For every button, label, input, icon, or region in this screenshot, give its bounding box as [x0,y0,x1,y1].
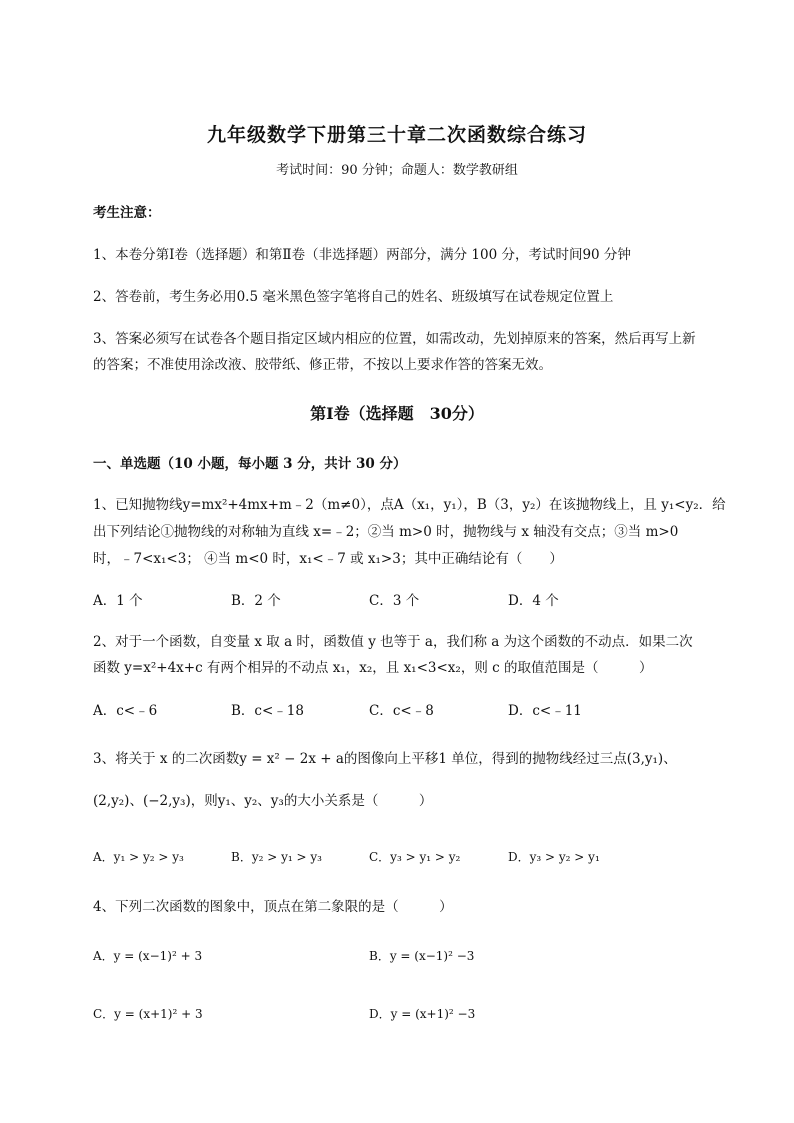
question-3-option-c: C．y₃ > y₁ > y₂ [369,850,461,864]
notice-item-3: 3、答案必须写在试卷各个题目指定区域内相应的位置，如需改动，先划掉原来的答案，然后再写上新 [93,331,696,347]
question-1-line-3: 时，﹣7<x₁<3； ④当 m<0 时，x₁<﹣7 或 x₁>3；其中正确结论有（ ） [93,551,563,567]
question-2-option-d: D．c<﹣11 [508,703,582,719]
question-4-option-d: D．y = (x+1)² −3 [369,1007,476,1021]
question-4-option-c: C．y = (x+1)² + 3 [93,1007,203,1021]
question-1-option-c: C．3 个 [369,593,420,609]
question-3-option-b: B．y₂ > y₁ > y₃ [231,850,322,864]
question-1-option-d: D．4 个 [508,593,559,609]
notice-item-3-cont: 的答案；不准使用涂改液、胶带纸、修正带，不按以上要求作答的答案无效。 [93,357,552,373]
question-2-option-a: A．c<﹣6 [93,703,158,719]
exam-info: 考试时间：90 分钟；命题人：数学教研组 [276,163,518,178]
question-3-line-2: (2,y₂)、(−2,y₃)，则y₁、y₂、y₃的大小关系是（ ） [93,793,433,809]
question-1-line-2: 出下列结论①抛物线的对称轴为直线 x=﹣2；②当 m>0 时，抛物线与 x 轴没有交点；③当 m>0 [93,524,679,540]
section-title: 第Ⅰ卷（选择题 30分） [310,404,484,423]
question-2-line-2: 函数 y=x²+4x+c 有两个相异的不动点 x₁，x₂，且 x₁<3<x₂，则 c 的取值范围是（ ） [93,660,653,676]
notice-heading: 考生注意： [93,205,161,221]
question-4-option-a: A．y = (x−1)² + 3 [93,949,203,963]
question-3-option-d: D．y₃ > y₂ > y₁ [508,850,600,864]
question-3-option-a: A．y₁ > y₂ > y₃ [93,850,184,864]
question-4-option-b: B．y = (x−1)² −3 [369,949,475,963]
question-2-line-1: 2、对于一个函数，自变量 x 取 a 时，函数值 y 也等于 a，我们称 a 为这个函数的不动点．如果二次 [93,634,693,650]
question-4-line-1: 4、下列二次函数的图象中，顶点在第二象限的是（ ） [93,899,453,915]
question-1-option-a: A．1 个 [93,593,143,609]
question-1-option-b: B．2 个 [231,593,281,609]
page-title: 九年级数学下册第三十章二次函数综合练习 [206,124,587,146]
question-1-line-1: 1、已知抛物线y=mx²+4mx+m﹣2（m≠0），点A（x₁，y₁），B（3，y₂）在该抛物线上，且 y₁<y₂．给 [93,497,726,513]
part-heading: 一、单选题（10 小题，每小题 3 分，共计 30 分） [93,456,407,472]
question-3-line-1: 3、将关于 x 的二次函数y = x² − 2x + a的图像向上平移1 单位，得到的抛物线经过三点(3,y₁)、 [93,751,677,767]
notice-item-2: 2、答卷前，考生务必用0.5 毫米黑色签字笔将自己的姓名、班级填写在试卷规定位置上 [93,289,614,305]
notice-item-1: 1、本卷分第Ⅰ卷（选择题）和第Ⅱ卷（非选择题）两部分，满分 100 分，考试时间90 分钟 [93,247,631,263]
question-2-option-c: C．c<﹣8 [369,703,434,719]
question-2-option-b: B．c<﹣18 [231,703,304,719]
